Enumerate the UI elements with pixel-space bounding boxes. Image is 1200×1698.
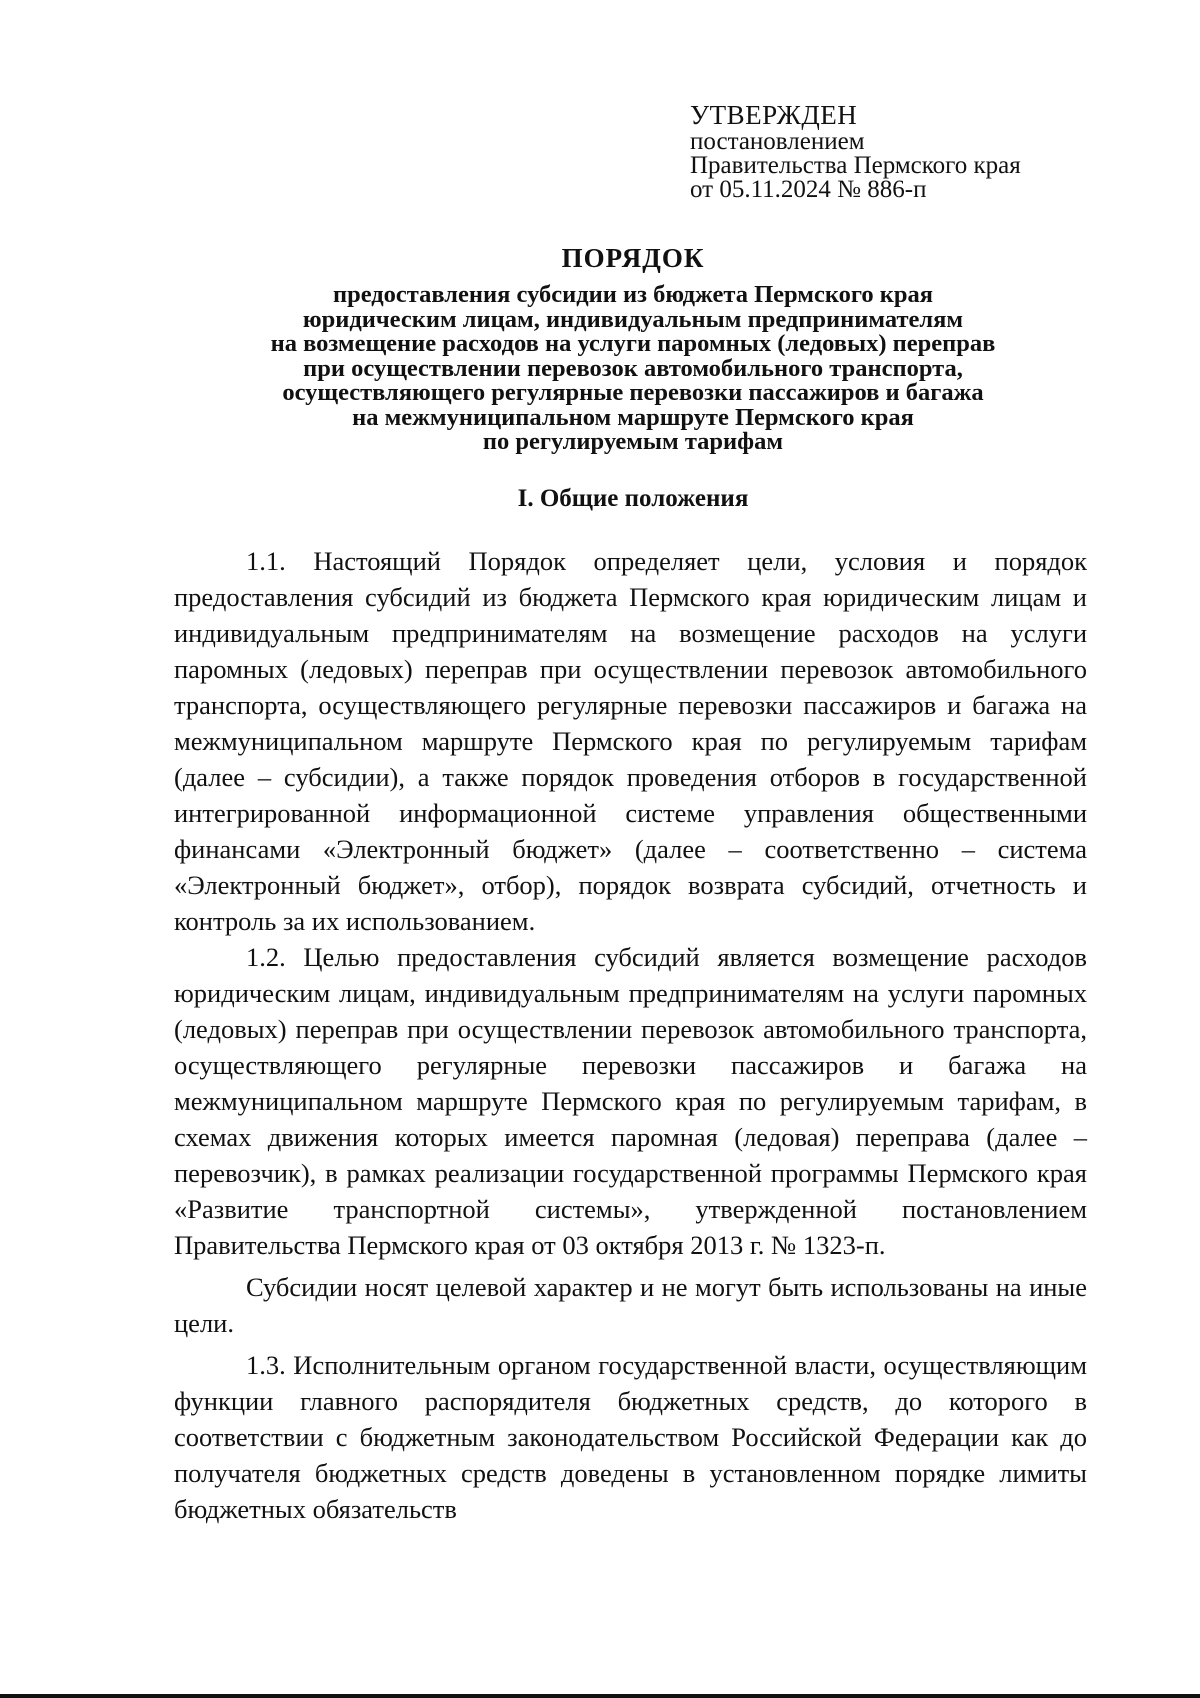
approval-line: постановлением xyxy=(690,128,865,155)
section-title: I. Общие положения xyxy=(517,485,749,512)
paragraph-subsidies-purpose: Субсидии носят целевой характер и не могут быть использованы на иные цели. xyxy=(174,1272,1087,1338)
subtitle-line: юридическим лицам, индивидуальным предпринимателям xyxy=(302,305,964,333)
subtitle-line: на возмещение расходов на услуги паромных (ледовых) переправ xyxy=(270,330,996,357)
approval-stamp xyxy=(690,100,1110,202)
paragraph-1-1: 1.1. Настоящий Порядок определяет цели, условия и порядок предоставления субсидий из бюджета Пермского края юридическим лицам и индивидуальным предпринимателям на возмещение расходов на услуги паромных (ледовых) переправ при осуществлении перевозок автомобильного транспорта, осуществляющего регулярные перевозки пассажиров и багажа на межмуниципальном маршруте Пермского края по регулируемым тарифам (далее – субсидии), а также порядок проведения отборов в государственной интегрированной информационной системе управления общественными финансами «Электронный бюджет» (далее – соответственно – система «Электронный бюджет», отбор), порядок возврата субсидий, отчетность и контроль за их использованием. xyxy=(174,546,1087,936)
approval-line: от 05.11.2024 № 886-п xyxy=(690,176,927,203)
approval-line: Правительства Пермского края xyxy=(690,152,1021,179)
document-title: ПОРЯДОК xyxy=(561,243,705,273)
subtitle-line: по регулируемым тарифам xyxy=(482,428,784,455)
paragraph-1-2: 1.2. Целью предоставления субсидий является возмещение расходов юридическим лицам, индивидуальным предпринимателям на услуги паромных (ледовых) переправ при осуществлении перевозок автомобильного транспорта, осуществляющего регулярные перевозки пассажиров и багажа на межмуниципальном маршруте Пермского края по регулируемым тарифам, в схемах движения которых имеется паромная (ледовая) переправа (далее – перевозчик), в рамках реализации государственной программы Пермского края «Развитие транспортной системы», утвержденной постановлением Правительства Пермского края от 03 октября 2013 г. № 1323-п. xyxy=(174,942,1087,1260)
subtitle-line: на межмуниципальном маршруте Пермского края xyxy=(352,403,914,431)
subtitle-line: осуществляющего регулярные перевозки пассажиров и багажа xyxy=(282,379,984,406)
approval-head: УТВЕРЖДЕН xyxy=(690,100,858,130)
subtitle-line: при осуществлении перевозок автомобильного транспорта, xyxy=(303,354,963,382)
document-subtitle xyxy=(170,283,1096,455)
subtitle-line: предоставления субсидии из бюджета Пермского края xyxy=(332,281,933,308)
paragraph-1-3: 1.3. Исполнительным органом государственной власти, осуществляющим функции главного распорядителя бюджетных средств, до которого в соответствии с бюджетным законодательством Российской Федерации как до получателя бюджетных средств доведены в установленном порядке лимиты бюджетных обязательств xyxy=(174,1350,1087,1524)
scan-edge-divider xyxy=(0,1694,1200,1698)
document-body xyxy=(174,543,1087,1527)
